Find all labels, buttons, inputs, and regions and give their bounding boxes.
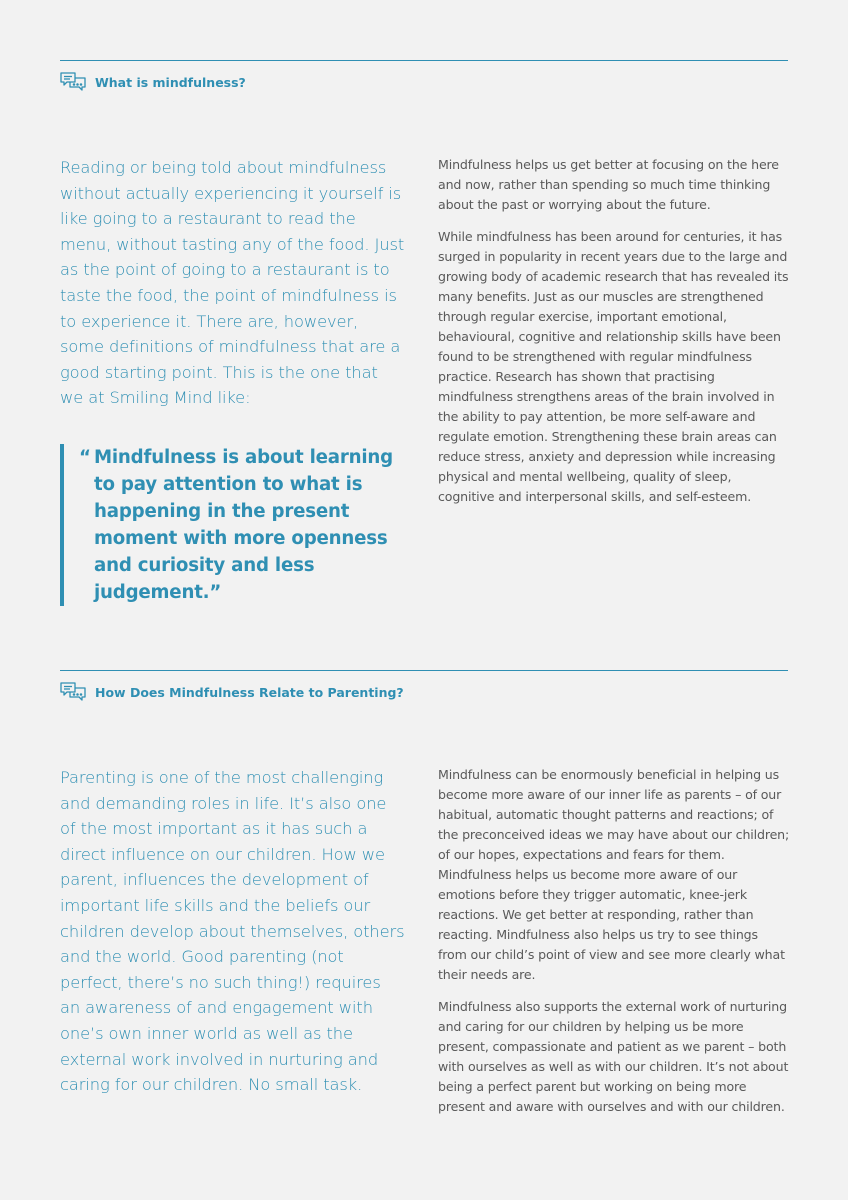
- body-paragraph: Mindfulness can be enormously beneficial in helping us become more aware of our inner life as parents – of our habitual, automatic thought patterns and reactions; of the preconceived ideas we may have about our children; of our hopes, expectations and fears for them. Mindfulness helps us become more aware of our emotions before they trigger automatic, knee-jerk reactions. We get better at responding, rather than reacting. Mindfulness also helps us try to see things from our child’s point of view and see more clearly what their needs are.: [438, 767, 790, 982]
- section-title: What is mindfulness?: [95, 74, 246, 90]
- lead-paragraph-2: Parenting is one of the most challenging and demanding roles in life. It’s also one of the most important as it has such a direct influence on our children. How we parent, influences the development of important life skills and the beliefs our children develop about themselves, others and the world. Good parenting (not perfect, there’s no such thing!) requires an awareness of and engagement with one’s own inner world as well as the external work involved in nurturing and caring for our children. No small task.: [60, 768, 405, 1095]
- quote-body: Mindfulness is about learning to pay attention to what is happening in the present moment with more openness and curiosity and less judgement.”: [94, 447, 393, 603]
- section-header-2: [60, 681, 404, 703]
- section-title: How Does Mindfulness Relate to Parenting?: [95, 684, 404, 700]
- body-column-2: [438, 765, 790, 1129]
- chat-bubbles-icon: [60, 72, 86, 92]
- body-paragraph: Mindfulness helps us get better at focusing on the here and now, rather than spending so much time thinking about the past or worrying about the future.: [438, 157, 779, 212]
- body-column-1: [438, 155, 790, 519]
- pull-quote: [60, 444, 404, 606]
- body-paragraph: While mindfulness has been around for centuries, it has surged in popularity in recent years due to the large and growing body of academic research that has revealed its many benefits. Just as our muscles are strengthened through regular exercise, important emotional, behavioural, cognitive and relationship skills have been found to be strengthened with regular mindfulness practice. Research has shown that practising mindfulness strengthens areas of the brain involved in the ability to pay attention, be more self-aware and regulate emotion. Strengthening these brain areas can reduce stress, anxiety and depression while increasing physical and mental wellbeing, quality of sleep, cognitive and interpersonal skills, and self-esteem.: [438, 229, 789, 504]
- section-divider-1: [60, 60, 788, 61]
- section-header-1: [60, 71, 246, 93]
- chat-bubbles-icon: [60, 682, 86, 702]
- quote-mark: “: [79, 447, 91, 468]
- pull-quote-text: [79, 444, 414, 606]
- body-paragraph: Mindfulness also supports the external work of nurturing and caring for our children by helping us be more present, compassionate and patient as we parent – both with ourselves as well as with our children. It’s not about being a perfect parent but working on being more present and aware with ourselves and with our children.: [438, 999, 789, 1114]
- lead-paragraph-1: Reading or being told about mindfulness without actually experiencing it yourself is like going to a restaurant to read the menu, without tasting any of the food. Just as the point of going to a restaurant is to taste the food, the point of mindfulness is to experience it. There are, however, some definitions of mindfulness that are a good starting point. This is the one that we at Smiling Mind like:: [60, 158, 405, 408]
- section-divider-2: [60, 670, 788, 671]
